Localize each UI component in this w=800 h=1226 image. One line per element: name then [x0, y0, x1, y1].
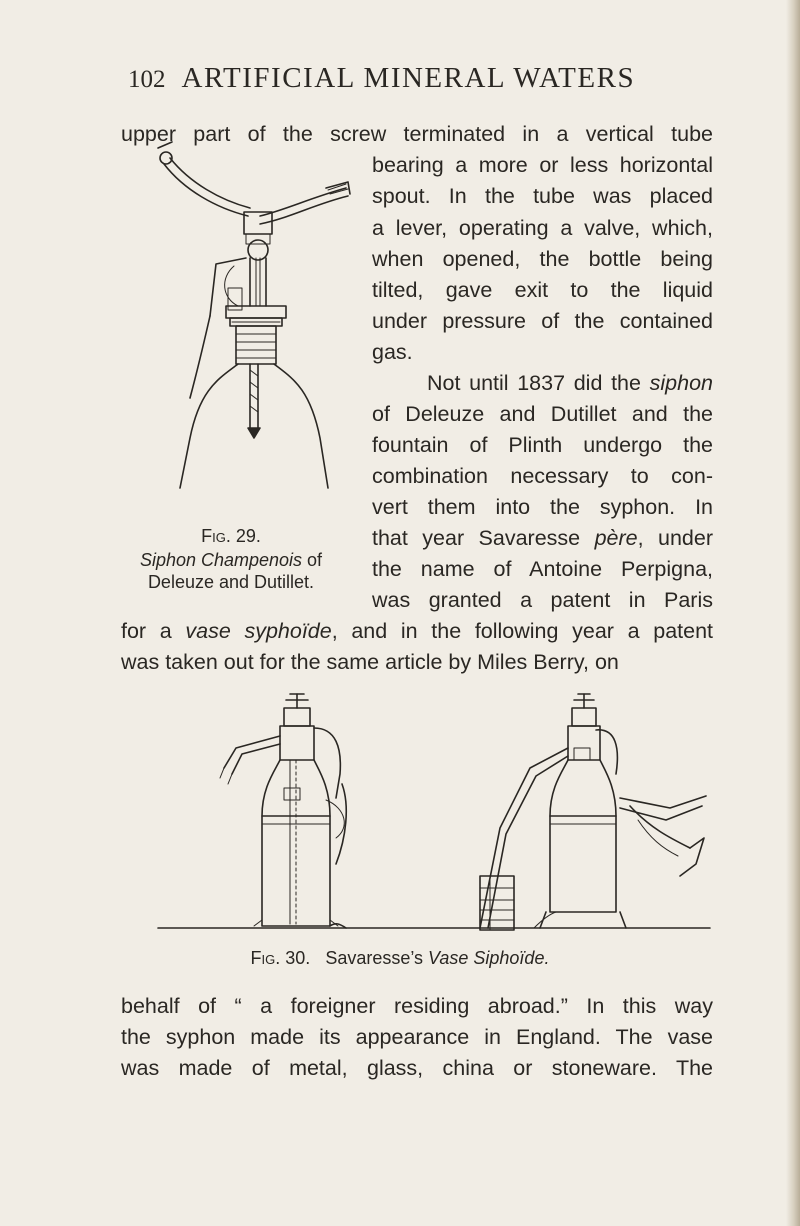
fig30-title-em: Vase Siphoïde. [428, 948, 550, 968]
text-line: spout. In the tube was placed [372, 184, 713, 208]
fig29-siphon-illustration [150, 138, 370, 508]
fig29-label: Fig. 29. [201, 526, 261, 546]
text-line: the name of Antoine Perpigna, [372, 557, 713, 581]
text-line: upper part of the screw terminated in a vertical tube [121, 122, 713, 146]
text-line: a lever, operating a valve, which, [372, 216, 713, 240]
text-line: was granted a patent in Paris [372, 588, 713, 612]
text-span: , and in the following year a patent [331, 619, 714, 643]
emphasis-vase-syphoide: vase syphoïde [185, 619, 332, 643]
text-line [372, 525, 713, 552]
fig29-title: Siphon Champenois of [139, 550, 323, 570]
page-number: 102 [128, 66, 166, 93]
running-header [128, 62, 688, 95]
text-line: fountain of Plinth undergo the [372, 433, 713, 457]
fig30-label: Fig. 30. [250, 948, 311, 968]
text-line: vert them into the syphon. In [372, 495, 713, 519]
emphasis-siphon: siphon [649, 371, 713, 395]
text-line: was made of metal, glass, china or stoneware. The [121, 1056, 713, 1080]
text-line: bearing a more or less horizontal [372, 153, 713, 177]
text-span: that year Savaresse [372, 526, 595, 550]
text-span: , under [637, 526, 714, 550]
fig30-vase-syphoide-illustration [150, 688, 720, 936]
running-title: ARTIFICIAL MINERAL WATERS [181, 62, 636, 94]
text-line: of Deleuze and Dutillet and the [372, 402, 713, 426]
fig30-caption [0, 948, 800, 969]
text-line: tilted, gave exit to the liquid [372, 278, 713, 302]
fig30-title: Savaresse’s [325, 948, 429, 968]
text-line [121, 618, 713, 645]
text-line: behalf of “ a foreigner residing abroad.” In this way [121, 994, 713, 1018]
emphasis-pere: père [594, 526, 638, 550]
text-line: combination necessary to con- [372, 464, 713, 488]
text-line: the syphon made its appearance in England. The vase [121, 1025, 713, 1049]
text-line: when opened, the bottle being [372, 247, 713, 271]
text-line: under pressure of the contained [372, 309, 713, 333]
fig29-title-line2: Deleuze and Dutillet. [147, 572, 315, 592]
page-edge-shadow [786, 0, 800, 1226]
text-line [427, 370, 713, 397]
text-span: Not until 1837 did the [427, 371, 650, 395]
text-line: gas. [372, 340, 413, 364]
text-span: for a [121, 619, 186, 643]
text-line: was taken out for the same article by Miles Berry, on [121, 650, 619, 674]
